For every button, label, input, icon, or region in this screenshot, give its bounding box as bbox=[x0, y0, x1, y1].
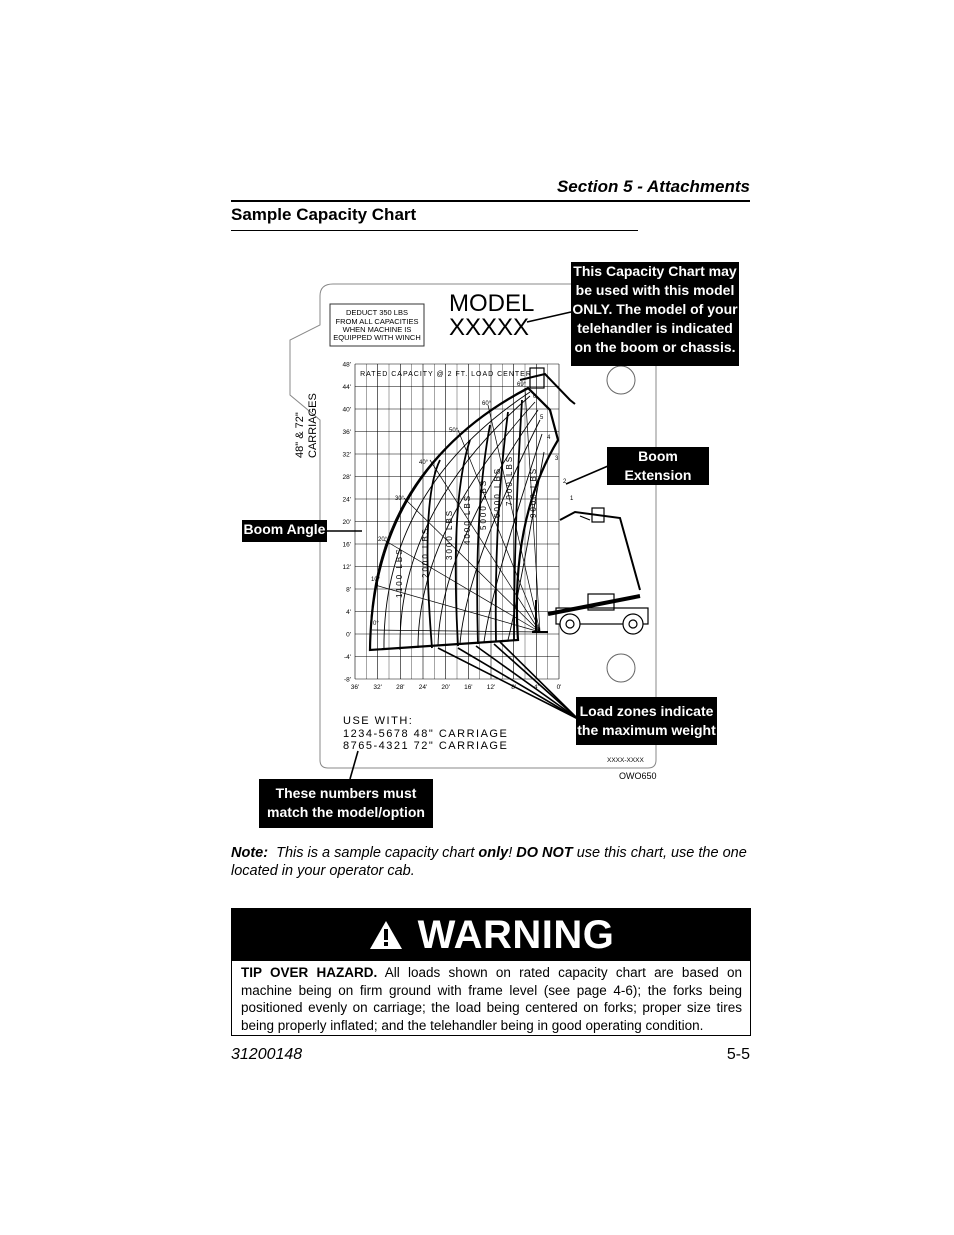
boom-angle-label: 50° bbox=[449, 428, 459, 434]
warning-header bbox=[232, 909, 750, 961]
callout-model-only bbox=[571, 262, 739, 366]
load-zone-label: 1100 LBS bbox=[395, 547, 404, 598]
boom-angle-label: 60° bbox=[482, 401, 492, 407]
boom-angle-label: 40° bbox=[419, 460, 429, 466]
model-label: MODEL bbox=[449, 290, 535, 317]
note-label: Note: bbox=[231, 845, 269, 861]
load-zone-label: 4000 LBS bbox=[463, 493, 472, 545]
boom-extension-label: 4 bbox=[547, 435, 551, 441]
warning-title: WARNING bbox=[417, 912, 615, 957]
boom-extension-label: 1 bbox=[570, 496, 574, 502]
telehandler-icon bbox=[520, 368, 648, 634]
callout-boom-extension-line-1: Boom bbox=[638, 448, 678, 464]
callout-model-line-2: be used with this model bbox=[575, 282, 735, 298]
callout-model-line-3: ONLY. The model of your bbox=[572, 301, 738, 317]
y-tick-label: 44' bbox=[342, 384, 351, 391]
y-tick-label: 0' bbox=[346, 631, 351, 639]
y-tick-label: 36' bbox=[342, 429, 351, 436]
boom-angle-label: 10° bbox=[371, 577, 381, 583]
y-tick-label: 28' bbox=[342, 474, 351, 481]
x-tick-label: 36' bbox=[350, 684, 360, 691]
x-tick-label: 24' bbox=[418, 684, 428, 691]
page-number: 5-5 bbox=[726, 1046, 750, 1063]
callout-numbers-line-1: These numbers must bbox=[275, 785, 417, 801]
note-bold-do-not: DO NOT bbox=[516, 845, 573, 861]
x-tick-label: 32' bbox=[373, 684, 382, 691]
mount-hole-top bbox=[607, 366, 635, 394]
boom-angle-label: 30° bbox=[395, 496, 405, 502]
deduct-line-3: WHEN MACHINE IS bbox=[342, 325, 412, 334]
callout-model-line-1: This Capacity Chart may bbox=[573, 263, 737, 279]
callout-boom-extension bbox=[607, 447, 709, 485]
x-tick-label: 16' bbox=[464, 684, 473, 691]
load-zone-label: 3000 LBS bbox=[445, 508, 454, 560]
carriages-label-1: 48" & 72" bbox=[294, 412, 306, 458]
callout-load-zones-line-2: the maximum weight bbox=[577, 722, 716, 738]
y-tick-label: 32' bbox=[342, 451, 351, 459]
deduct-line-2: FROM ALL CAPACITIES bbox=[335, 317, 419, 326]
use-with-line-2: 8765-4321 72" CARRIAGE bbox=[343, 740, 509, 752]
mount-hole-bottom bbox=[607, 654, 635, 682]
part-code: XXXX-XXXX bbox=[607, 757, 644, 764]
load-zone-label: 5000 LBS bbox=[479, 478, 488, 530]
deduct-line-4: EQUIPPED WITH WINCH bbox=[333, 333, 421, 342]
boom-extension-label: 2 bbox=[563, 479, 567, 485]
warning-box bbox=[231, 908, 751, 1036]
callout-boom-angle: Boom Angle bbox=[242, 520, 327, 542]
section-header: Section 5 - Attachments bbox=[556, 177, 750, 196]
y-tick-label: 20' bbox=[342, 519, 351, 526]
x-tick-label: 12' bbox=[486, 684, 496, 691]
load-zone-label: 2000 LBS bbox=[421, 526, 430, 578]
page-title: Sample Capacity Chart bbox=[231, 205, 417, 224]
boom-angle-label: 0° bbox=[373, 621, 379, 627]
boom-angle-label: 69° bbox=[517, 382, 527, 388]
load-zone-label: 6000 LBS bbox=[493, 466, 502, 518]
boom-angle-label: 20° bbox=[378, 537, 388, 543]
y-tick-label: -4' bbox=[343, 654, 351, 661]
callout-load-zones bbox=[576, 697, 717, 745]
y-tick-label: 16' bbox=[342, 541, 351, 549]
use-with-line-1: 1234-5678 48" CARRIAGE bbox=[343, 728, 509, 740]
carriages-label-2: CARRIAGES bbox=[307, 393, 319, 458]
x-tick-label: 28' bbox=[396, 684, 405, 691]
x-tick-label: 0' bbox=[556, 684, 562, 691]
callout-load-zones-line-1: Load zones indicate bbox=[579, 703, 714, 719]
load-zone-label: 9000 LBS bbox=[529, 466, 538, 518]
note-text-2: ! bbox=[508, 845, 513, 861]
note-paragraph bbox=[231, 844, 751, 880]
callout-numbers-line-2: match the model/option bbox=[267, 804, 425, 820]
callout-model-line-5: on the boom or chassis. bbox=[574, 339, 736, 355]
doc-number: 31200148 bbox=[231, 1046, 303, 1063]
x-tick-label: 4' bbox=[533, 684, 539, 691]
warning-lead: TIP OVER HAZARD. bbox=[241, 965, 378, 980]
callout-model-line-4: telehandler is indicated bbox=[577, 320, 733, 336]
warning-body bbox=[241, 964, 742, 1034]
boom-extension-label: 5 bbox=[540, 415, 544, 421]
x-tick-label: 20' bbox=[441, 684, 450, 691]
y-tick-label: 40' bbox=[342, 406, 351, 414]
boom-extension-label: 6 bbox=[533, 394, 537, 400]
x-tick-label: 8' bbox=[511, 684, 517, 691]
y-tick-label: 4' bbox=[346, 609, 351, 616]
note-text-1: This is a sample capacity chart bbox=[276, 845, 475, 861]
rated-capacity-label: RATED CAPACITY @ 2 FT. LOAD CENTER bbox=[360, 371, 532, 378]
boom-extension-label: 3 bbox=[555, 456, 559, 462]
deduct-line-1: DEDUCT 350 LBS bbox=[346, 308, 408, 317]
note-text-3: use this chart, use the one located in your operator cab. bbox=[231, 845, 747, 879]
y-tick-label: 8' bbox=[346, 586, 351, 594]
callout-boom-extension-line-2: Extension bbox=[624, 467, 692, 483]
y-tick-label: 48' bbox=[342, 361, 351, 369]
load-zone-label: 7000 LBS bbox=[505, 454, 514, 506]
figure-code: OWO650 bbox=[619, 771, 657, 781]
use-with-title: USE WITH: bbox=[343, 715, 414, 727]
warning-text: All loads shown on rated capacity chart are based on machine being on firm ground with frame level (see page 4-6); the forks being positioned evenly on carriage; the load being centered on forks; proper size tires being properly inflated; and the telehandler being in good operating condition. bbox=[241, 965, 742, 1033]
note-bold-only: only bbox=[478, 845, 509, 861]
y-tick-label: 12' bbox=[342, 564, 351, 571]
y-tick-label: -8' bbox=[343, 676, 351, 684]
warning-triangle-icon bbox=[368, 919, 404, 951]
callout-numbers-match bbox=[259, 779, 433, 828]
y-tick-label: 24' bbox=[342, 496, 351, 504]
model-number: XXXXX bbox=[449, 314, 530, 341]
